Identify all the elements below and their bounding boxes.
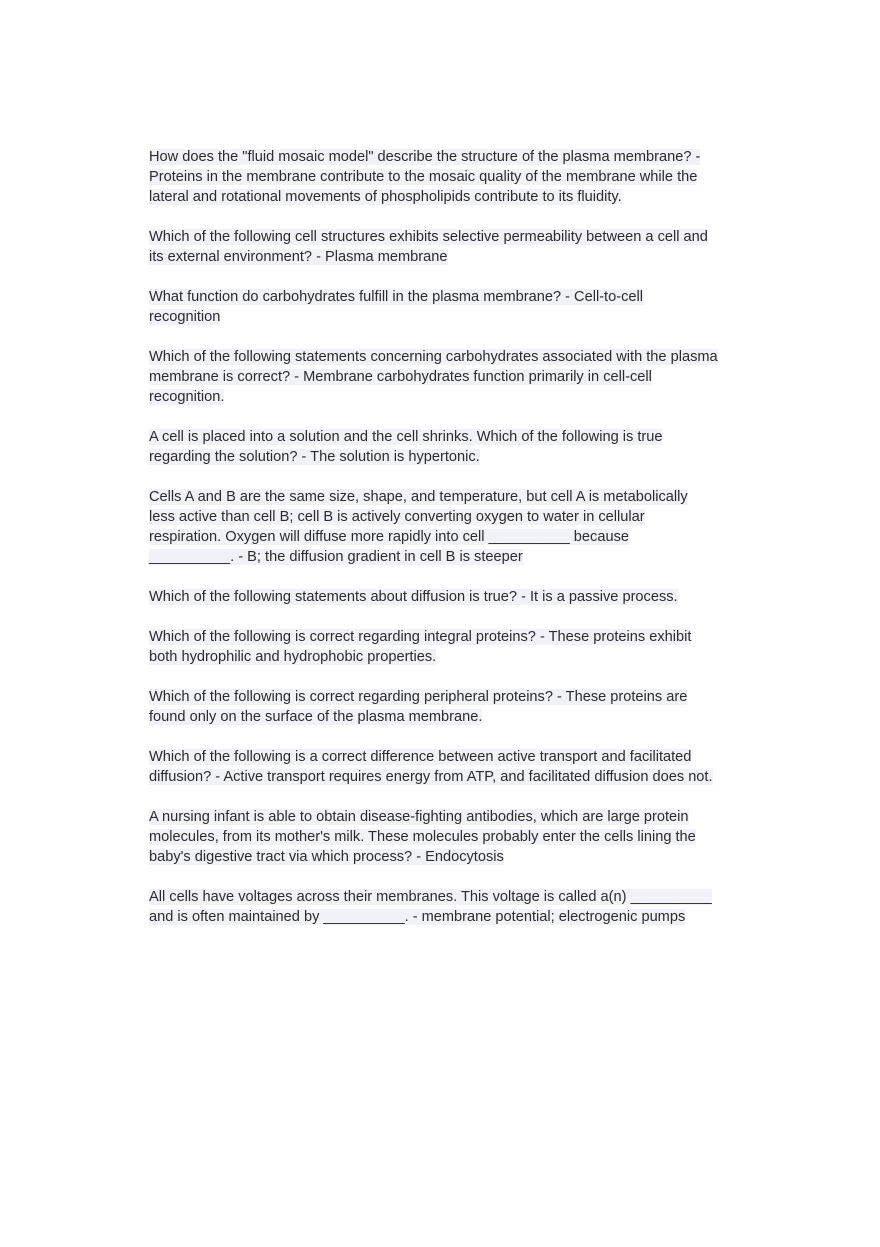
qa-item xyxy=(149,587,749,607)
qa-item xyxy=(149,347,749,407)
text-line: both hydrophilic and hydrophobic properties. xyxy=(149,649,437,665)
text-line: All cells have voltages across their membranes. This voltage is called a(n) __________ xyxy=(149,889,712,905)
qa-item xyxy=(149,627,749,667)
text-line: A nursing infant is able to obtain disease-fighting antibodies, which are large protein xyxy=(149,809,689,825)
qa-item xyxy=(149,887,749,927)
qa-item xyxy=(149,487,749,567)
qa-item xyxy=(149,687,749,727)
text-line: Which of the following cell structures exhibits selective permeability between a cell and xyxy=(149,229,708,245)
text-line: Which of the following is correct regarding peripheral proteins? - These proteins are xyxy=(149,689,688,705)
text-line: baby's digestive tract via which process? - Endocytosis xyxy=(149,849,504,865)
text-line: What function do carbohydrates fulfill in the plasma membrane? - Cell-to-cell xyxy=(149,289,643,305)
text-line: Which of the following is a correct difference between active transport and facilitated xyxy=(149,749,692,765)
text-line: How does the "fluid mosaic model" describe the structure of the plasma membrane? - xyxy=(149,149,701,165)
text-line: lateral and rotational movements of phospholipids contribute to its fluidity. xyxy=(149,189,622,205)
text-line: A cell is placed into a solution and the cell shrinks. Which of the following is true xyxy=(149,429,663,445)
qa-item xyxy=(149,747,749,787)
text-line: Proteins in the membrane contribute to the mosaic quality of the membrane while the xyxy=(149,169,698,185)
text-line: recognition. xyxy=(149,389,225,405)
text-line: respiration. Oxygen will diffuse more rapidly into cell __________ because xyxy=(149,529,629,545)
document-body xyxy=(149,147,749,947)
text-line: found only on the surface of the plasma membrane. xyxy=(149,709,483,725)
text-line: less active than cell B; cell B is actively converting oxygen to water in cellular xyxy=(149,509,645,525)
text-line: recognition xyxy=(149,309,221,325)
qa-item xyxy=(149,227,749,267)
qa-item xyxy=(149,147,749,207)
text-line: membrane is correct? - Membrane carbohydrates function primarily in cell-cell xyxy=(149,369,652,385)
text-line: regarding the solution? - The solution is hypertonic. xyxy=(149,449,480,465)
text-line: Which of the following statements about diffusion is true? - It is a passive process. xyxy=(149,589,678,605)
qa-item xyxy=(149,427,749,467)
text-line: Which of the following is correct regarding integral proteins? - These proteins exhibit xyxy=(149,629,692,645)
text-line: diffusion? - Active transport requires energy from ATP, and facilitated diffusion does not. xyxy=(149,769,713,785)
qa-item xyxy=(149,287,749,327)
qa-item xyxy=(149,807,749,867)
text-line: its external environment? - Plasma membrane xyxy=(149,249,448,265)
text-line: molecules, from its mother's milk. These molecules probably enter the cells lining the xyxy=(149,829,696,845)
text-line: Cells A and B are the same size, shape, and temperature, but cell A is metabolically xyxy=(149,489,688,505)
text-line: Which of the following statements concerning carbohydrates associated with the plasma xyxy=(149,349,718,365)
text-line: and is often maintained by __________. - membrane potential; electrogenic pumps xyxy=(149,909,686,925)
text-line: __________. - B; the diffusion gradient in cell B is steeper xyxy=(149,549,523,565)
